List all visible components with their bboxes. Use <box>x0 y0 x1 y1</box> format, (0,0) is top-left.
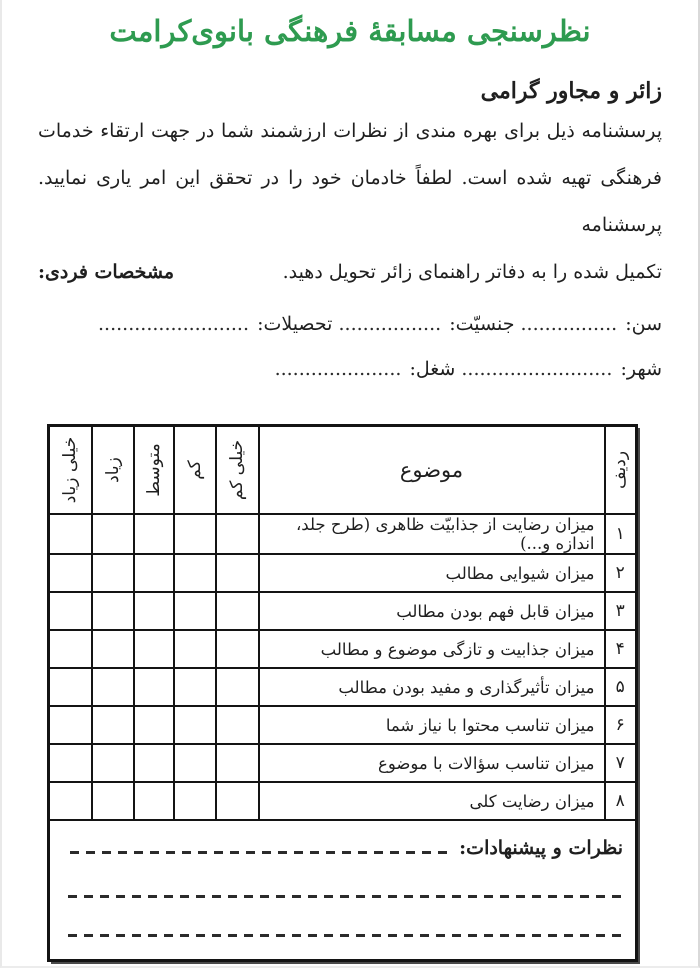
rating-cell[interactable] <box>134 782 174 820</box>
rating-cell[interactable] <box>134 554 174 592</box>
rating-header-very-low: خیلی کم <box>216 426 259 515</box>
row-subject: میزان تأثیرگذاری و مفید بودن مطالب <box>259 668 605 706</box>
comments-line-1 <box>64 837 623 859</box>
comments-row <box>49 820 637 960</box>
age-blank[interactable]: ................ <box>520 313 618 335</box>
row-number: ۴ <box>605 630 637 668</box>
row-subject: میزان جذابیت و تازگی موضوع و مطالب <box>259 630 605 668</box>
row-subject: میزان شیوایی مطالب <box>259 554 605 592</box>
table-row <box>49 514 637 554</box>
rating-cell[interactable] <box>49 554 92 592</box>
rating-cell[interactable] <box>216 514 259 554</box>
rating-cell[interactable] <box>216 554 259 592</box>
table-row <box>49 592 637 630</box>
education-blank[interactable]: ......................... <box>98 313 250 335</box>
rating-cell[interactable] <box>49 668 92 706</box>
rating-cell[interactable] <box>174 554 216 592</box>
rating-header-very-high: خیلی زیاد <box>49 426 92 515</box>
rating-header-high: زیاد <box>92 426 134 515</box>
row-subject: میزان رضایت از جذابیّت ظاهری (طرح جلد، اندازه و...) <box>259 514 605 554</box>
row-subject: میزان تناسب محتوا با نیاز شما <box>259 706 605 744</box>
city-label: شهر: <box>620 358 662 380</box>
intro-line-2: فرهنگی تهیه شده است. لطفاً خادمان خود را در تحقق این امر یاری نمایید. پرسشنامه <box>38 167 662 236</box>
comments-label: نظرات و پیشنهادات: <box>459 837 623 859</box>
rating-cell[interactable] <box>174 744 216 782</box>
rating-cell[interactable] <box>92 514 134 554</box>
intro-line-1: پرسشنامه ذیل برای بهره مندی از نظرات ارزشمند شما در جهت ارتقاء خدمات <box>38 120 662 142</box>
rating-cell[interactable] <box>49 744 92 782</box>
rating-cell[interactable] <box>134 744 174 782</box>
row-number: ۸ <box>605 782 637 820</box>
rating-cell[interactable] <box>216 630 259 668</box>
job-blank[interactable]: ..................... <box>274 358 402 380</box>
intro-paragraph <box>38 108 662 296</box>
rating-cell[interactable] <box>174 514 216 554</box>
city-blank[interactable]: ......................... <box>461 358 613 380</box>
personal-section-label: مشخصات فردی: <box>38 261 175 283</box>
table-row <box>49 706 637 744</box>
rating-cell[interactable] <box>134 514 174 554</box>
row-subject: میزان قابل فهم بودن مطالب <box>259 592 605 630</box>
rating-cell[interactable] <box>92 592 134 630</box>
table-row <box>49 744 637 782</box>
comments-box <box>49 820 637 960</box>
rating-header-low: کم <box>174 426 216 515</box>
gender-label: جنسیّت: <box>449 313 515 335</box>
rating-cell[interactable] <box>49 514 92 554</box>
rating-cell[interactable] <box>134 592 174 630</box>
personal-details <box>38 302 662 392</box>
rating-header-medium: متوسط <box>134 426 174 515</box>
row-number: ۳ <box>605 592 637 630</box>
rating-cell[interactable] <box>216 592 259 630</box>
rating-cell[interactable] <box>174 630 216 668</box>
table-row <box>49 668 637 706</box>
row-subject: میزان تناسب سؤالات با موضوع <box>259 744 605 782</box>
personal-row-2 <box>38 347 662 392</box>
rating-cell[interactable] <box>134 668 174 706</box>
intro-line-3-text: تکمیل شده را به دفاتر راهنمای زائر تحویل دهید. <box>282 261 662 283</box>
rating-cell[interactable] <box>134 706 174 744</box>
page-title: نظرسنجی مسابقهٔ فرهنگی بانوی‌کرامت <box>109 14 591 48</box>
rating-cell[interactable] <box>49 630 92 668</box>
greeting-heading: زائر و مجاور گرامی <box>480 78 662 104</box>
row-number: ۶ <box>605 706 637 744</box>
age-label: سن: <box>625 313 662 335</box>
rating-cell[interactable] <box>92 554 134 592</box>
rating-cell[interactable] <box>92 744 134 782</box>
rating-cell[interactable] <box>216 706 259 744</box>
rating-cell[interactable] <box>174 592 216 630</box>
row-number: ۲ <box>605 554 637 592</box>
rating-cell[interactable] <box>216 782 259 820</box>
table-row <box>49 630 637 668</box>
gender-blank[interactable]: ................. <box>338 313 442 335</box>
header-row-no: ردیف <box>605 426 637 515</box>
rating-cell[interactable] <box>92 630 134 668</box>
intro-line-3 <box>38 249 662 296</box>
row-number: ۵ <box>605 668 637 706</box>
comments-write-line[interactable] <box>64 851 447 854</box>
education-label: تحصیلات: <box>257 313 333 335</box>
header-subject: موضوع <box>259 426 605 515</box>
table-row <box>49 782 637 820</box>
rating-cell[interactable] <box>49 706 92 744</box>
rating-cell[interactable] <box>134 630 174 668</box>
rating-cell[interactable] <box>49 782 92 820</box>
comments-write-line[interactable] <box>66 934 621 937</box>
rating-cell[interactable] <box>92 706 134 744</box>
rating-cell[interactable] <box>92 782 134 820</box>
rating-cell[interactable] <box>174 706 216 744</box>
comments-write-line[interactable] <box>66 895 621 898</box>
job-label: شغل: <box>409 358 456 380</box>
rating-cell[interactable] <box>92 668 134 706</box>
rating-cell[interactable] <box>216 668 259 706</box>
rating-cell[interactable] <box>49 592 92 630</box>
row-number: ۷ <box>605 744 637 782</box>
rating-table <box>47 424 638 962</box>
personal-row-1 <box>38 302 662 347</box>
table-header-row <box>49 426 637 515</box>
table-row <box>49 554 637 592</box>
row-number: ۱ <box>605 514 637 554</box>
rating-cell[interactable] <box>174 782 216 820</box>
rating-cell[interactable] <box>174 668 216 706</box>
row-subject: میزان رضایت کلی <box>259 782 605 820</box>
rating-cell[interactable] <box>216 744 259 782</box>
